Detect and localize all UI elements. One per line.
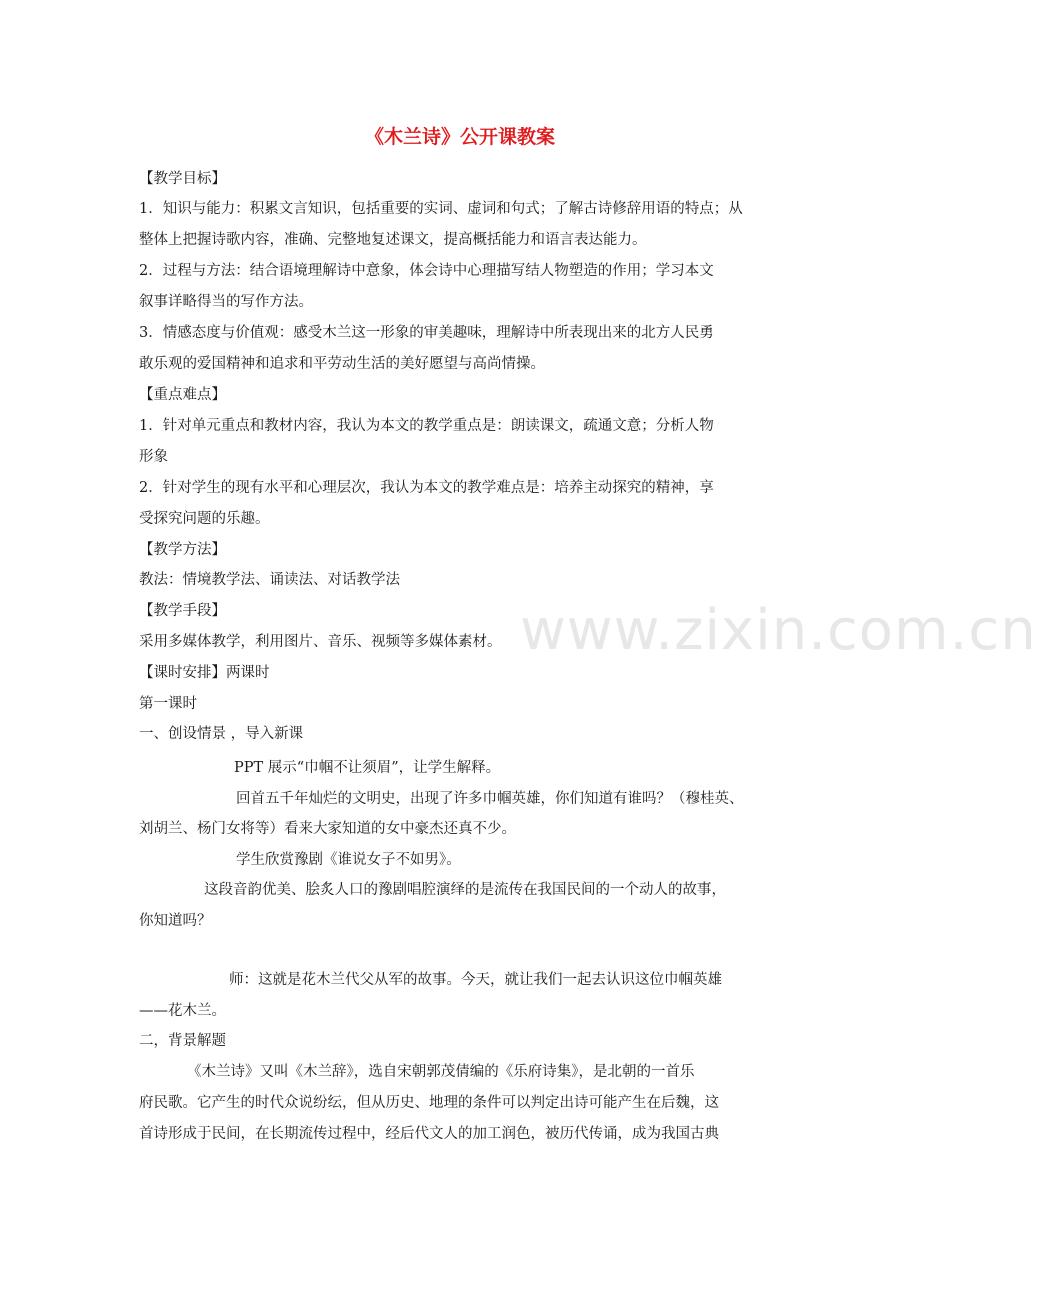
text-line: PPT 展示“巾帼不让须眉”，让学生解释。 bbox=[234, 760, 501, 776]
text-line: 2．过程与方法：结合语境理解诗中意象，体会诗中心理描写结人物塑造的作用；学习本文 bbox=[139, 263, 714, 279]
text-line: 学生欣赏豫剧《谁说女子不如男》。 bbox=[236, 852, 461, 868]
section-heading-means: 【教学手段】 bbox=[139, 603, 226, 619]
section-heading-goals: 【教学目标】 bbox=[139, 171, 226, 187]
text-line: 这段音韵优美、脍炙人口的豫剧唱腔演绎的是流传在我国民间的一个动人的故事， bbox=[204, 882, 726, 898]
text-line: 一、创设情景 ，导入新课 bbox=[139, 726, 304, 742]
text-line: 师：这就是花木兰代父从军的故事。今天，就让我们一起去认识这位巾帼英雄 bbox=[229, 972, 722, 988]
section-heading-key-points: 【重点难点】 bbox=[139, 387, 226, 403]
text-line: 1．知识与能力：积累文言知识，包括重要的实词、虚词和句式；了解古诗修辞用语的特点；从 bbox=[139, 201, 743, 217]
document-title: 《木兰诗》公开课教案 bbox=[364, 126, 555, 148]
text-line: 首诗形成于民间，在长期流传过程中，经后代文人的加工润色，被历代传诵，成为我国古典 bbox=[139, 1126, 719, 1142]
section-heading-methods: 【教学方法】 bbox=[139, 542, 226, 558]
text-line: 府民歌。它产生的时代众说纷纭，但从历史、地理的条件可以判定出诗可能产生在后魏，这 bbox=[139, 1095, 719, 1111]
text-line: 第一课时 bbox=[139, 696, 197, 712]
text-line: 受探究问题的乐趣。 bbox=[139, 511, 270, 527]
text-line: 二，背景解题 bbox=[139, 1033, 226, 1049]
text-line: 叙事详略得当的写作方法。 bbox=[139, 294, 313, 310]
text-line: 你知道吗？ bbox=[139, 913, 212, 929]
text-line: 刘胡兰、杨门女将等）看来大家知道的女中豪杰还真不少。 bbox=[139, 821, 516, 837]
text-line: 3．情感态度与价值观：感受木兰这一形象的审美趣味，理解诗中所表现出来的北方人民勇 bbox=[139, 325, 714, 341]
text-line: 整体上把握诗歌内容，准确、完整地复述课文，提高概括能力和语言表达能力。 bbox=[139, 232, 647, 248]
text-line: 《木兰诗》又叫《木兰辞》，选自宋朝郭茂倩编的《乐府诗集》，是北朝的一首乐 bbox=[187, 1064, 695, 1080]
text-line: 1．针对单元重点和教材内容，我认为本文的教学重点是：朗读课文，疏通文意；分析人物 bbox=[139, 418, 714, 434]
section-heading-schedule: 【课时安排】两课时 bbox=[139, 665, 270, 681]
text-line: 采用多媒体教学，利用图片、音乐、视频等多媒体素材。 bbox=[139, 634, 502, 650]
text-line: ——花木兰。 bbox=[139, 1003, 226, 1019]
text-line: 形象 bbox=[139, 449, 168, 465]
text-line: 回首五千年灿烂的文明史，出现了许多巾帼英雄，你们知道有谁吗？（穆桂英、 bbox=[236, 791, 744, 807]
text-line: 2．针对学生的现有水平和心理层次，我认为本文的教学难点是：培养主动探究的精神，享 bbox=[139, 480, 714, 496]
text-line: 敢乐观的爱国精神和追求和平劳动生活的美好愿望与高尚情操。 bbox=[139, 356, 545, 372]
text-line: 教法：情境教学法、诵读法、对话教学法 bbox=[139, 572, 400, 588]
watermark: www.zixin.com.cn bbox=[520, 598, 1037, 663]
